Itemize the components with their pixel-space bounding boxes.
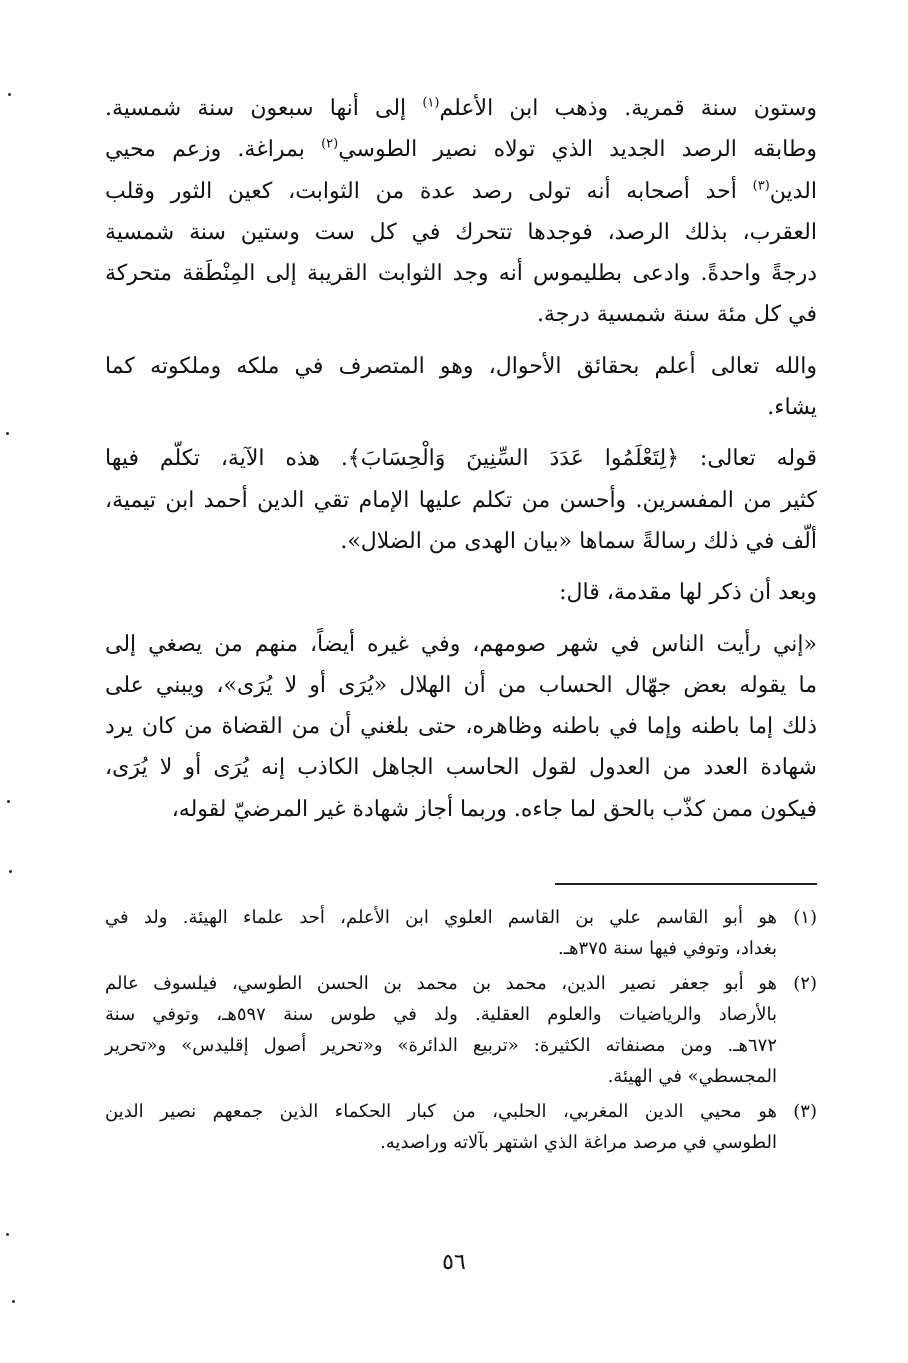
text-line: [105, 747, 817, 788]
text-segment: أحد أصحابه أنه تولى رصد عدة من الثوابت، كعين الثور وقلب: [105, 178, 753, 204]
scan-mark: [7, 800, 10, 803]
footnote-marker: (١): [422, 95, 440, 111]
footnote-text: [105, 1096, 777, 1158]
paragraph: [105, 346, 817, 429]
text-line: [105, 294, 817, 335]
text-line: [105, 706, 817, 747]
footnote-line: المجسطي» في الهيئة.: [607, 1066, 777, 1087]
text-segment: ما يقوله بعض جهّال الحساب من أن الهلال «يُرَى أو لا يُرَى»، ويبني على: [105, 672, 817, 698]
text-line: [105, 387, 817, 428]
footnote-text: [105, 968, 777, 1092]
footnote: [105, 1096, 817, 1158]
scan-mark: [12, 1300, 15, 1303]
scan-mark: [6, 1233, 9, 1236]
footnote-line: هو أبو القاسم علي بن القاسم العلوي ابن الأعلم، أحد علماء الهيئة. ولد في: [105, 907, 777, 928]
text-segment: إلى أنها سبعون سنة شمسية.: [105, 96, 423, 121]
text-line: [105, 480, 817, 521]
footnotes: [105, 902, 817, 1162]
text-segment: والله تعالى أعلم بحقائق الأحوال، وهو المتصرف في ملكه وملكوته كما: [105, 353, 817, 379]
text-segment: وبعد أن ذكر لها مقدمة، قال:: [559, 580, 817, 606]
text-segment: كثير من المفسرين. وأحسن من تكلم عليها الإمام تقي الدين أحمد ابن تيمية،: [105, 487, 817, 513]
text-line: [105, 665, 817, 706]
text-segment: فيكون ممن كذّب بالحق لما جاءه. وربما أجاز شهادة غير المرضيّ لقوله،: [171, 796, 817, 822]
text-line: [105, 171, 817, 212]
text-line: [105, 346, 817, 387]
text-line: [105, 212, 817, 253]
footnote-line: ٦٧٢هـ. ومن مصنفاته الكثيرة: «تربيع الدائرة» و«تحرير أصول إقليدس» و«تحرير: [105, 1035, 777, 1056]
footnote-line: بغداد، وتوفي فيها سنة ٣٧٥هـ.: [558, 938, 777, 959]
footnote-line: هو محيي الدين المغربي، الحلبي، من كبار الحكماء الذين جمعهم نصير الدين: [105, 1101, 777, 1122]
scan-mark: [9, 870, 12, 873]
text-segment: ألّف في ذلك رسالةً سماها «بيان الهدى من الضلال».: [340, 528, 817, 554]
footnote-text: [105, 902, 777, 964]
footnote: [105, 968, 817, 1092]
text-line: [105, 253, 817, 294]
text-segment: الدين: [769, 178, 817, 204]
paragraph: [105, 572, 817, 613]
text-segment: قوله تعالى: ﴿لِتَعْلَمُوا عَدَدَ السِّنِينَ وَالْحِسَابَ﴾. هذه الآية، تكلّم فيها: [105, 446, 817, 472]
footnote-marker: (٣): [752, 178, 770, 194]
footnote-marker: (٢): [321, 136, 339, 152]
text-line: [105, 129, 817, 170]
paragraph: [105, 438, 817, 562]
text-line: [105, 438, 817, 479]
text-segment: وطابقه الرصد الجديد الذي تولاه نصير الطوسي: [338, 137, 818, 163]
text-segment: في كل مئة سنة شمسية درجة.: [536, 302, 817, 328]
text-segment: بمراغة. وزعم محيي: [105, 137, 322, 163]
footnote-separator: [555, 883, 817, 885]
text-segment: وستون سنة قمرية. وذهب ابن الأعلم: [439, 96, 817, 121]
footnote-line: بالأرصاد والرياضيات والعلوم العقلية. ولد في طوس سنة ٥٩٧هـ، وتوفي سنة: [105, 1004, 777, 1025]
page-number: ٥٦: [442, 1250, 466, 1275]
text-line: [105, 624, 817, 665]
footnote: [105, 902, 817, 964]
footnote-line: هو أبو جعفر نصير الدين، محمد بن محمد بن الحسن الطوسي، فيلسوف عالم: [105, 973, 777, 994]
text-line: [105, 88, 817, 129]
text-segment: درجةً واحدةً. وادعى بطليموس أنه وجد الثوابت القريبة إلى المِنْطَقة متحركة: [105, 261, 817, 287]
text-segment: ذلك إما باطنه وإما في باطنه وظاهره، حتى بلغني أن من القضاة من كان يرد: [105, 714, 817, 740]
text-segment: «إني رأيت الناس في شهر صومهم، وفي غيره أيضاً، منهم من يصغي إلى: [105, 631, 817, 657]
text-line: [105, 789, 817, 830]
paragraph: [105, 624, 817, 830]
main-text: [105, 88, 817, 840]
text-segment: يشاء.: [767, 395, 817, 421]
scan-mark: [6, 432, 9, 435]
text-line: [105, 572, 817, 613]
footnote-line: الطوسي في مرصد مراغة الذي اشتهر بآلاته وراصديه.: [380, 1132, 777, 1153]
footnote-number: (١): [793, 907, 817, 928]
text-line: [105, 521, 817, 562]
footnote-number: (٢): [793, 973, 817, 994]
text-segment: العقرب، بذلك الرصد، فوجدها تتحرك في كل ست وستين سنة شمسية: [105, 219, 817, 245]
scan-mark: [8, 93, 11, 96]
footnote-number: (٣): [793, 1101, 817, 1122]
text-segment: شهادة العدد من العدول لقول الحاسب الجاهل الكاذب إنه يُرَى أو لا يُرَى،: [105, 755, 817, 781]
paragraph: [105, 88, 817, 336]
